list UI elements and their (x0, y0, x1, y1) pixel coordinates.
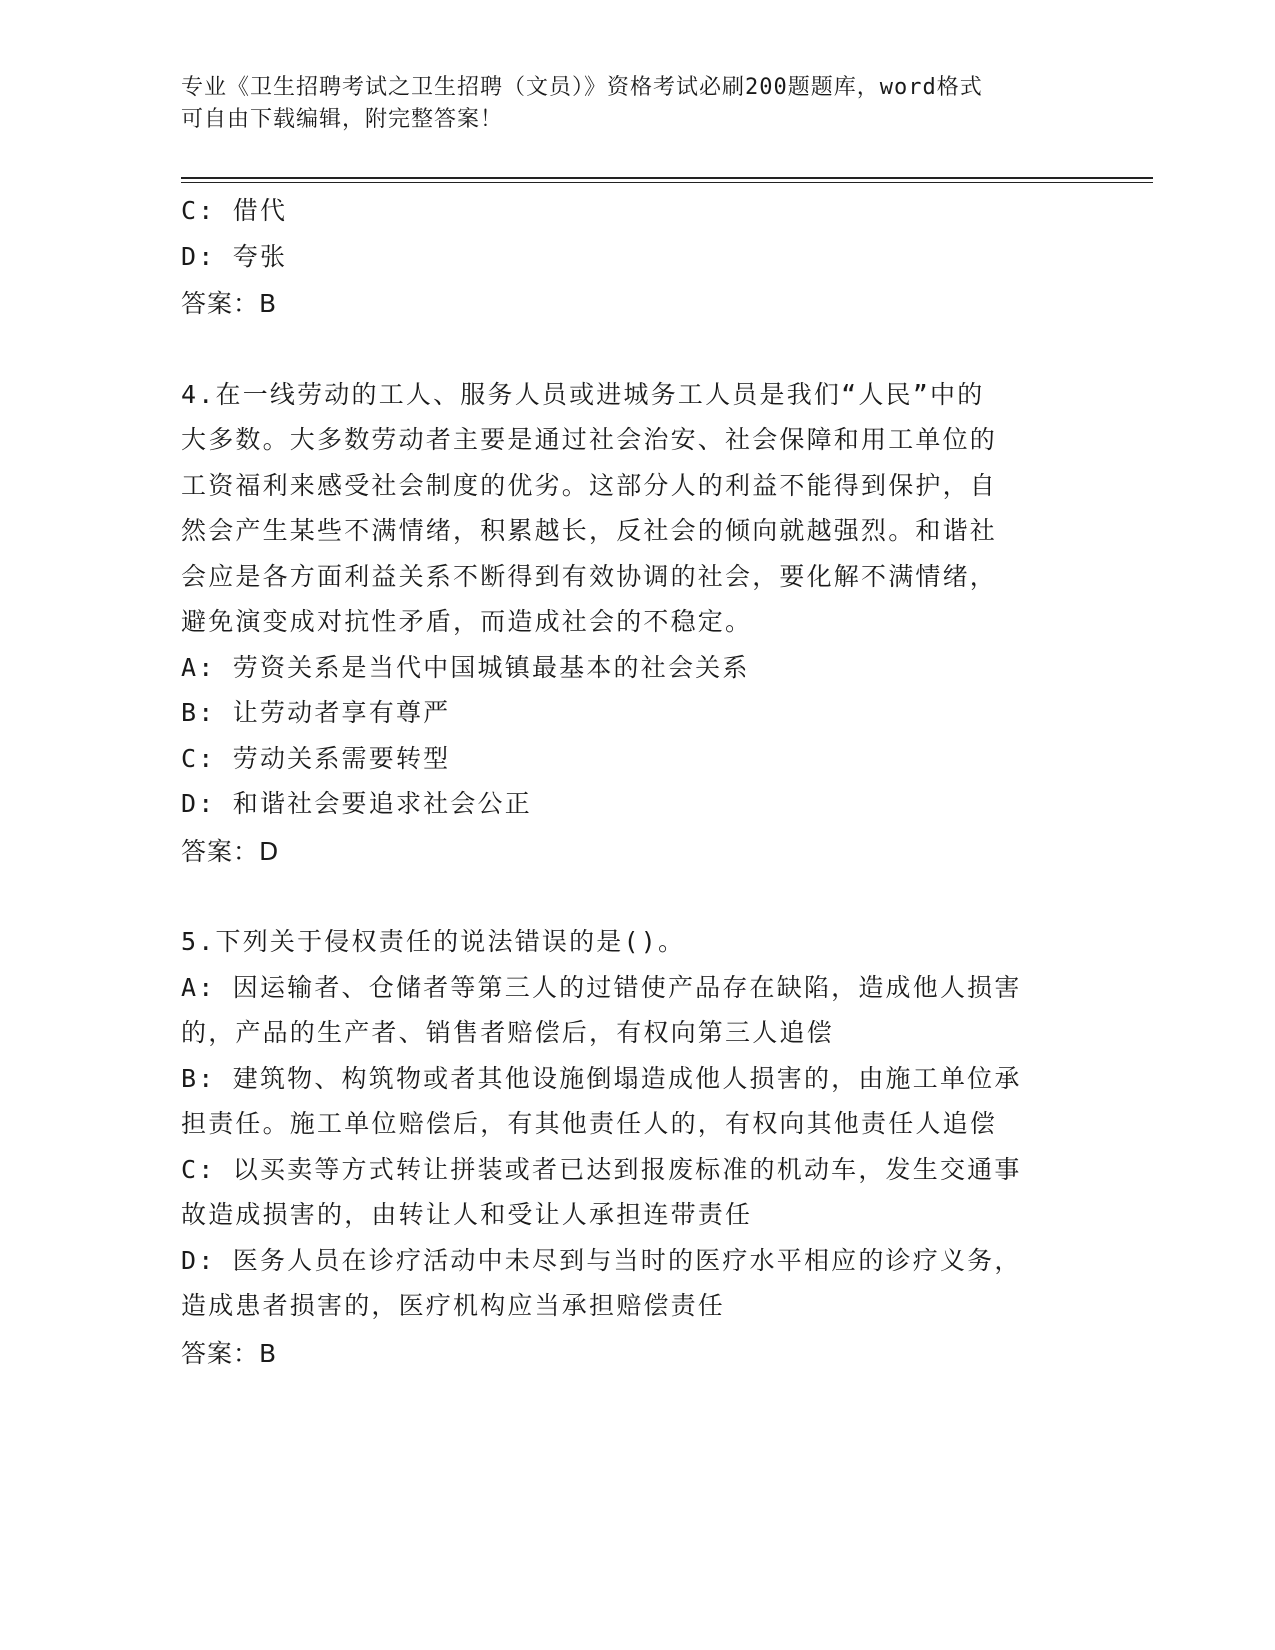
q5-option-a-line: A: 因运输者、仓储者等第三人的过错使产品存在缺陷，造成他人损害 (181, 972, 1022, 1002)
q4-stem-line: 然会产生某些不满情绪，积累越长，反社会的倾向就越强烈。和谐社 (181, 516, 998, 545)
q5-option-b-line: B: 建筑物、构筑物或者其他设施倒塌造成他人损害的，由施工单位承 (181, 1063, 1022, 1093)
q4-stem-line: 避免演变成对抗性矛盾，而造成社会的不稳定。 (181, 607, 753, 636)
q4-option-b: B: 让劳动者享有尊严 (181, 698, 451, 727)
q3-option-c: C: 借代 (181, 196, 288, 225)
q5-option-a-line: 的，产品的生产者、销售者赔偿后，有权向第三人追偿 (181, 1018, 834, 1047)
q4-option-d: D: 和谐社会要追求社会公正 (181, 789, 532, 818)
q4-stem-line: 大多数。大多数劳动者主要是通过社会治安、社会保障和用工单位的 (181, 425, 998, 454)
q3-answer: 答案：B (181, 289, 278, 318)
header-divider-thin (181, 182, 1153, 183)
question-5 (181, 919, 1081, 1376)
question-3-tail (181, 188, 1081, 327)
q5-stem: 5.下列关于侵权责任的说法错误的是()。 (181, 927, 686, 956)
header-title-line-1: 专业《卫生招聘考试之卫生招聘（文员）》资格考试必刷200题题库，word格式 (181, 75, 983, 100)
q3-option-d: D: 夸张 (181, 241, 288, 271)
q4-stem-line: 4.在一线劳动的工人、服务人员或进城务工人员是我们“人民”中的 (181, 379, 985, 409)
q4-option-c: C: 劳动关系需要转型 (181, 743, 451, 773)
q5-option-d-line: D: 医务人员在诊疗活动中未尽到与当时的医疗水平相应的诊疗义务， (181, 1245, 1022, 1275)
q4-answer: 答案：D (181, 836, 280, 866)
question-content (181, 188, 1081, 1376)
q5-option-c-line: C: 以买卖等方式转让拼装或者已达到报废标准的机动车，发生交通事 (181, 1154, 1022, 1184)
question-4 (181, 372, 1081, 875)
page-header (181, 72, 1061, 136)
q5-option-c-line: 故造成损害的，由转让人和受让人承担连带责任 (181, 1200, 753, 1229)
q5-answer: 答案：B (181, 1338, 278, 1368)
header-title-line-2: 可自由下载编辑，附完整答案！ (181, 107, 504, 132)
header-divider-thick (181, 177, 1153, 179)
q4-option-a: A: 劳资关系是当代中国城镇最基本的社会关系 (181, 652, 750, 682)
spacer (181, 327, 1081, 372)
spacer (181, 874, 1081, 919)
q5-option-d-line: 造成患者损害的，医疗机构应当承担赔偿责任 (181, 1291, 726, 1320)
q5-option-b-line: 担责任。施工单位赔偿后，有其他责任人的，有权向其他责任人追偿 (181, 1109, 998, 1138)
q4-stem-line: 工资福利来感受社会制度的优劣。这部分人的利益不能得到保护，自 (181, 470, 998, 500)
q4-stem-line: 会应是各方面利益关系不断得到有效协调的社会，要化解不满情绪， (181, 561, 998, 591)
